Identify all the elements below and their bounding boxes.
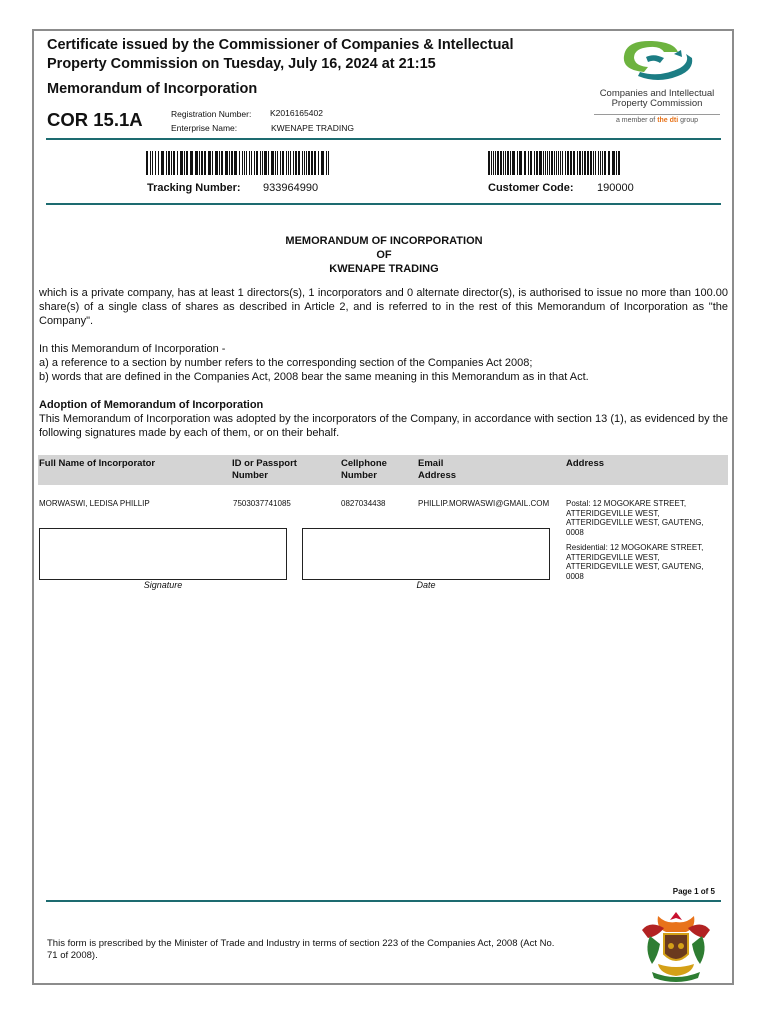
tracking-label: Tracking Number: — [147, 182, 241, 194]
date-caption: Date — [416, 580, 436, 590]
date-box[interactable] — [302, 528, 550, 580]
intro-paragraph: which is a private company, has at least 1 directors(s), 1 incorporators and 0 alternate director(s), is authorised to issue no more than 100.00 share(s) of a single class of shares as described in Article 2, and is referred to in the rest of this Memorandum of Incorporation as "the Company". — [39, 287, 728, 327]
customer-barcode — [488, 151, 624, 175]
page-number: Page 1 of 5 — [672, 887, 715, 896]
legal-notice: This form is prescribed by the Minister of Trade and Industry in terms of section 223 of the Companies Act, 2008 (Act No. 71 of 2008). — [47, 938, 555, 961]
form-code: COR 15.1A — [47, 109, 143, 130]
dti-brand: the dti — [657, 117, 679, 124]
memorandum-heading: MEMORANDUM OF INCORPORATION OF KWENAPE TRADING — [0, 234, 768, 276]
id-number: 7503037741085 — [233, 499, 291, 508]
column-header-email: Email Address — [418, 458, 457, 481]
column-header-cellphone: Cellphone Number — [341, 458, 387, 481]
customer-code: 190000 — [597, 182, 634, 194]
column-header-name: Full Name of Incorporator — [39, 458, 156, 469]
definition-a: a) a reference to a section by number refers to the corresponding section of the Companies Act 2008; — [39, 357, 533, 369]
tracking-number: 933964990 — [263, 182, 319, 194]
adoption-paragraph: This Memorandum of Incorporation was adopted by the incorporators of the Company, in accordance with section 13 (1), as evidenced by the following signatures made by each of them, or on their behalf. — [39, 413, 728, 439]
enterprise-name: KWENAPE TRADING — [271, 123, 354, 133]
enterprise-label: Enterprise Name: — [171, 123, 238, 133]
definition-b: b) words that are defined in the Companies Act, 2008 bear the same meaning in this Memorandum as in that Act. — [39, 371, 589, 383]
column-header-id: ID or Passport Number — [232, 458, 297, 481]
tracking-barcode — [146, 151, 332, 175]
customer-code-label: Customer Code: — [488, 182, 574, 194]
cellphone-number: 0827034438 — [341, 499, 386, 508]
incorporator-name: MORWASWI, LEDISA PHILLIP — [39, 499, 150, 508]
definitions-intro: In this Memorandum of Incorporation - — [39, 343, 226, 355]
logo-tagline: a member of the dti group — [615, 117, 699, 124]
registration-label: Registration Number: — [171, 109, 252, 119]
signature-box[interactable] — [39, 528, 287, 580]
header-rule — [46, 138, 721, 140]
column-header-address: Address — [566, 458, 605, 469]
postal-address: Postal: 12 MOGOKARE STREET, ATTERIDGEVILLE WEST, ATTERIDGEVILLE WEST, GAUTENG, 0008 — [566, 499, 704, 537]
tracking-rule — [46, 203, 721, 205]
certificate-title: Certificate issued by the Commissioner of Companies & Intellectual Property Commission on Tuesday, July 16, 2024 at 21:15 — [47, 37, 514, 72]
logo-line1: Companies and Intellectual — [599, 88, 715, 99]
residential-address: Residential: 12 MOGOKARE STREET, ATTERIDGEVILLE WEST, ATTERIDGEVILLE WEST, GAUTENG, 0008 — [566, 543, 704, 581]
logo-divider — [594, 114, 720, 115]
document-title: Memorandum of Incorporation — [47, 81, 258, 97]
company-name-heading: KWENAPE TRADING — [329, 263, 439, 275]
footer-rule — [46, 900, 721, 902]
email-address: PHILLIP.MORWASWI@GMAIL.COM — [418, 499, 550, 508]
registration-number: K2016165402 — [270, 108, 323, 118]
cipc-logo-icon — [594, 36, 720, 88]
cipc-logo — [594, 36, 720, 128]
coat-of-arms-icon — [636, 906, 716, 986]
signature-caption: Signature — [143, 580, 183, 590]
adoption-heading: Adoption of Memorandum of Incorporation — [39, 399, 264, 411]
logo-line2: Property Commission — [611, 98, 703, 109]
